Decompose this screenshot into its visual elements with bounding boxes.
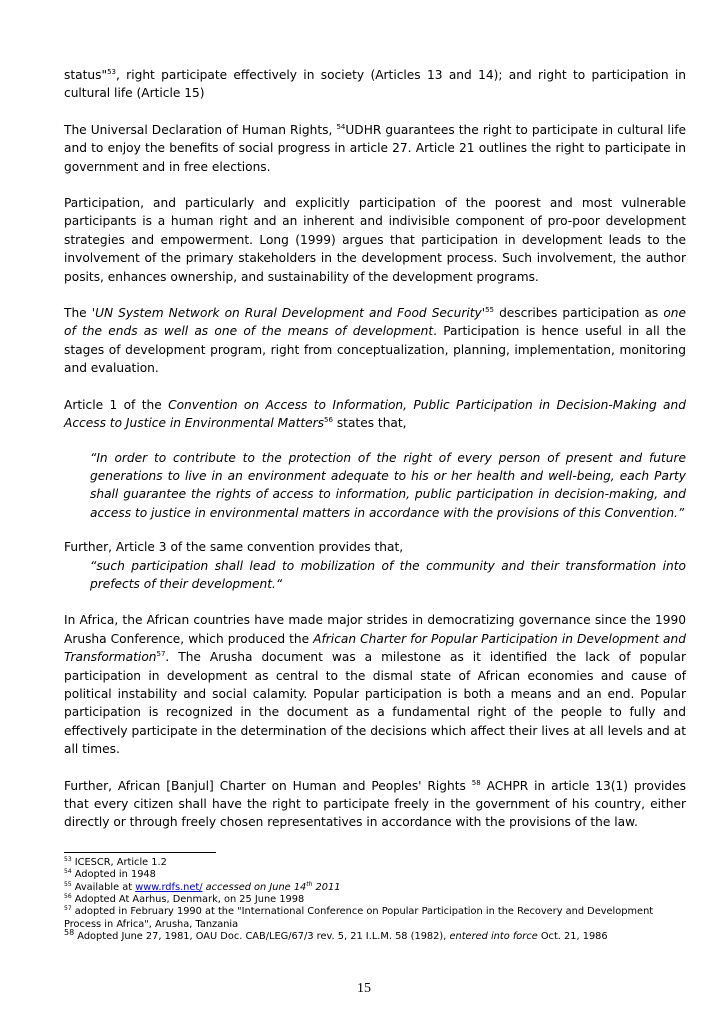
footnote-ref-53[interactable]: 53 bbox=[107, 68, 116, 76]
document-page bbox=[64, 66, 686, 944]
footnote-ref-57[interactable]: 57 bbox=[156, 650, 166, 659]
paragraph-4: The 'UN System Network on Rural Development and Food $Security'^{55}$ describes participation as one of the ends as well as one of the means of development. Participation is hence useful in all the stages of development program, right from conceptualization, planning, implementation, monitoring and evaluation. bbox=[64, 306, 687, 376]
block-quote-2: “such participation shall lead to mobilization of the community and their transformation into prefects of their development.“ bbox=[90, 558, 686, 591]
footnotes bbox=[64, 857, 686, 944]
paragraph-8: Further, African [Banjul] Charter on Human and Peoples' Rights $^{58}$ ACHPR in article 13(1) provides that every citizen shall have the right to participate freely in the government of his country, either directly or through freely chosen representatives in accordance with the provisions of the law. bbox=[64, 778, 687, 830]
page-number: 15 bbox=[357, 981, 371, 996]
footnote-separator bbox=[64, 852, 216, 853]
paragraph-5: Article 1 of the Convention on Access to Information, Public Participation in Decision-Making and Access to Justice in Environmental Matters$^{56}$ states that, bbox=[64, 397, 686, 431]
footnote-ref-56[interactable]: 56 bbox=[324, 416, 333, 425]
footnote-53: $^{53}$ ICESCR, Article 1.2 bbox=[64, 855, 167, 868]
paragraph-3: Participation, and particularly and explicitly participation of the poorest and most vulnerable participants is a human right and an inherent and indivisible component of pro-poor development strategies and empowerment. Long (1999) argues that participation in development leads to the involvement of the primary stakeholders in the development process. Such involvement, the author posits, enhances ownership, and sustainability of the development programs. bbox=[64, 196, 686, 284]
paragraph-1: status"$^{53}$, right participate effectively in society (Articles 13 and 14); and right to participation in cultural life (Article 15) bbox=[64, 68, 686, 101]
footnote-55: $^{55}$ Available at www.rdfs.net/ accessed on June 14th 2011 bbox=[64, 880, 341, 893]
paragraph-2: The Universal Declaration of Human Rights, $^{54}$UDHR guarantees the right to participate in cultural life and to enjoy the benefits of social progress in article 27. Article 21 outlines the right to participate in government and in free elections. bbox=[64, 122, 686, 174]
footnote-ref-54[interactable]: 54 bbox=[336, 122, 346, 131]
footnote-56: $^{56}$ Adopted At Aarhus, Denmark, on 25 June 1998 bbox=[64, 893, 305, 906]
block-quote-1: “In order to contribute to the protection of the right of every person of present and future generations to live in an environment adequate to his or her health and well-being, each Party shall guarantee the rights of access to information, public participation in decision-making, and access to justice in environmental matters in accordance with the provisions of this Convention.” bbox=[90, 450, 686, 520]
footnote-57: $^{57}$ adopted in February 1990 at the "International Conference on Popular Participation in the Recovery and Development Process in Africa", Arusha, Tanzania bbox=[64, 905, 654, 930]
footnote-54: $^{54}$ Adopted in 1948 bbox=[64, 868, 156, 881]
footnote-ref-55[interactable]: 55 bbox=[485, 306, 495, 315]
rdfs-link[interactable]: www.rdfs.net/ bbox=[135, 881, 203, 893]
paragraph-7: In Africa, the African countries have made major strides in democratizing governance since the 1990 Arusha Conference, which produced the African Charter for Popular Participation in Development and Transformation$^{57}$. The Arusha document was a milestone as it identified the lack of popular participation in development as central to the dismal state of African economies and cause of political instability and social calamity. Popular participation is both a means and an end. Popular participation is recognized in the document as a fundamental right of the people to fully and effectively participate in the determination of the decisions which affect their lives at all levels and at all times. bbox=[64, 613, 686, 757]
footnote-ref-58[interactable]: 58 bbox=[471, 778, 481, 787]
paragraph-6: Further, Article 3 of the same convention provides that, bbox=[64, 540, 404, 555]
footnote-58: $^{58}$ Adopted June 27, 1981, OAU Doc. CAB/LEG/67/3 rev. 5, 21 I.L.M. 58 (1982), entered into force Oct. 21, 1986 bbox=[64, 928, 608, 943]
